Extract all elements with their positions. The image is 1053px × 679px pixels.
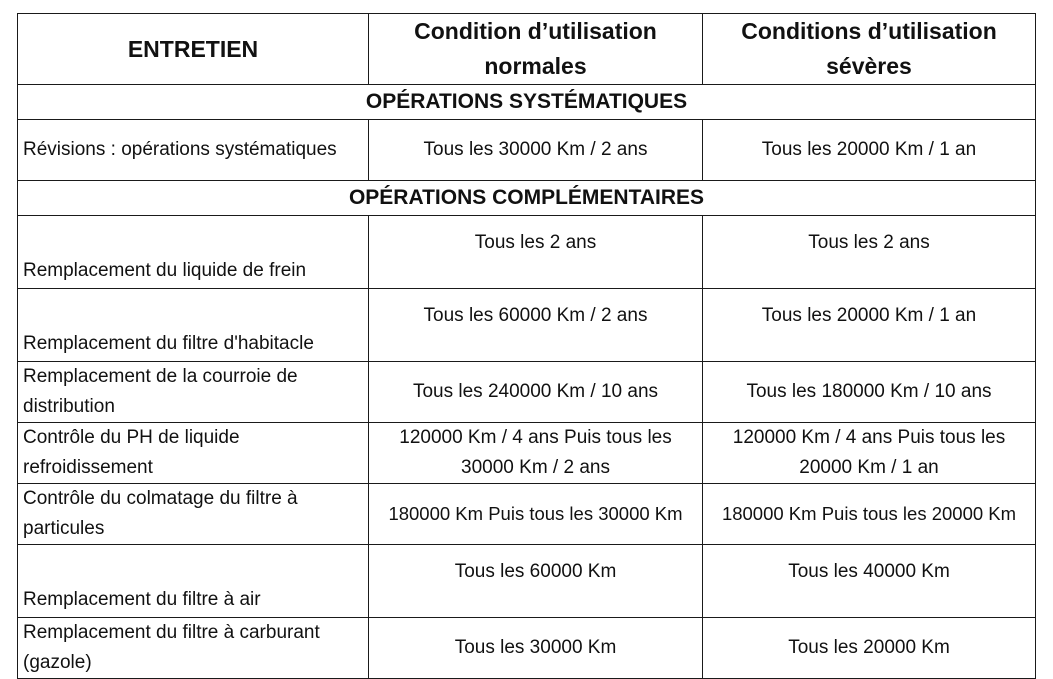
table-row bbox=[18, 484, 1036, 545]
row-label: Remplacement du filtre à air bbox=[18, 545, 369, 618]
normal-interval: Tous les 240000 Km / 10 ans bbox=[369, 362, 703, 423]
severe-interval: 180000 Km Puis tous les 20000 Km bbox=[703, 484, 1036, 545]
header-row bbox=[18, 14, 1036, 85]
table-row bbox=[18, 423, 1036, 484]
header-severe-conditions: Conditions d’utilisation sévères bbox=[703, 14, 1036, 85]
section-row bbox=[18, 181, 1036, 216]
normal-interval: Tous les 60000 Km / 2 ans bbox=[369, 289, 703, 362]
header-maintenance: ENTRETIEN bbox=[18, 14, 369, 85]
severe-interval: Tous les 180000 Km / 10 ans bbox=[703, 362, 1036, 423]
row-label: Contrôle du PH de liquide refroidissement bbox=[18, 423, 369, 484]
table-row bbox=[18, 618, 1036, 679]
row-label: Contrôle du colmatage du filtre à particules bbox=[18, 484, 369, 545]
table-row bbox=[18, 120, 1036, 181]
normal-interval: Tous les 30000 Km / 2 ans bbox=[369, 120, 703, 181]
normal-interval: 120000 Km / 4 ans Puis tous les 30000 Km / 2 ans bbox=[369, 423, 703, 484]
normal-interval: Tous les 2 ans bbox=[369, 216, 703, 289]
normal-interval: Tous les 30000 Km bbox=[369, 618, 703, 679]
severe-interval: Tous les 40000 Km bbox=[703, 545, 1036, 618]
row-label: Remplacement du filtre à carburant (gazole) bbox=[18, 618, 369, 679]
severe-interval: Tous les 20000 Km bbox=[703, 618, 1036, 679]
row-label: Remplacement du liquide de frein bbox=[18, 216, 369, 289]
severe-interval: Tous les 2 ans bbox=[703, 216, 1036, 289]
row-label: Remplacement de la courroie de distribution bbox=[18, 362, 369, 423]
table-row bbox=[18, 289, 1036, 362]
table-row bbox=[18, 545, 1036, 618]
section-systematic: OPÉRATIONS SYSTÉMATIQUES bbox=[18, 85, 1036, 120]
normal-interval: Tous les 60000 Km bbox=[369, 545, 703, 618]
row-label: Révisions : opérations systématiques bbox=[18, 120, 369, 181]
header-normal-conditions: Condition d’utilisation normales bbox=[369, 14, 703, 85]
row-label: Remplacement du filtre d'habitacle bbox=[18, 289, 369, 362]
normal-interval: 180000 Km Puis tous les 30000 Km bbox=[369, 484, 703, 545]
maintenance-table bbox=[17, 13, 1036, 679]
section-complementary: OPÉRATIONS COMPLÉMENTAIRES bbox=[18, 181, 1036, 216]
table-row bbox=[18, 216, 1036, 289]
severe-interval: Tous les 20000 Km / 1 an bbox=[703, 120, 1036, 181]
severe-interval: 120000 Km / 4 ans Puis tous les 20000 Km / 1 an bbox=[703, 423, 1036, 484]
section-row bbox=[18, 85, 1036, 120]
table-row bbox=[18, 362, 1036, 423]
severe-interval: Tous les 20000 Km / 1 an bbox=[703, 289, 1036, 362]
